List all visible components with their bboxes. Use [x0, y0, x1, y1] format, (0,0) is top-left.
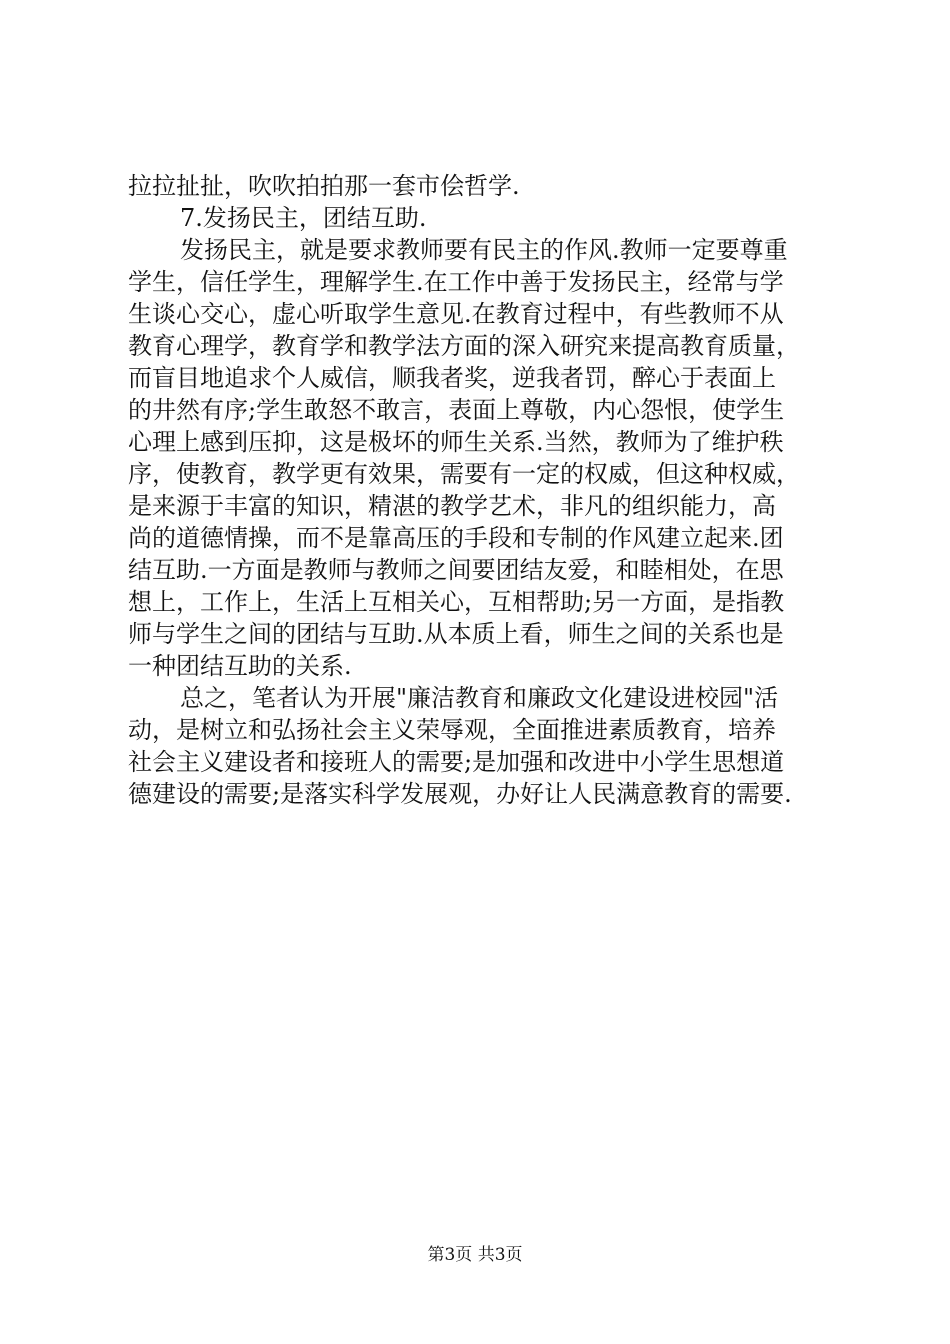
text-line: 教育心理学，教育学和教学法方面的深入研究来提高教育质量，: [128, 332, 800, 360]
text-line: 心理上感到压抑，这是极坏的师生关系.当然，教师为了维护秩: [128, 428, 784, 456]
text-line: 尚的道德情操，而不是靠高压的手段和专制的作风建立起来.团: [128, 524, 784, 552]
text-line: 发扬民主，就是要求教师要有民主的作风.教师一定要尊重: [180, 236, 788, 264]
text-line: 序，使教育，教学更有效果，需要有一定的权威，但这种权威，: [128, 460, 800, 488]
section-heading: 7.发扬民主，团结互助.: [180, 204, 427, 232]
text-line: 的井然有序;学生敢怒不敢言，表面上尊敬，内心怨恨，使学生: [128, 396, 785, 424]
text-line: 学生，信任学生，理解学生.在工作中善于发扬民主，经常与学: [128, 268, 784, 296]
page-number-footer: 第3页 共3页: [427, 1245, 523, 1265]
text-line: 师与学生之间的团结与互助.从本质上看，师生之间的关系也是: [128, 620, 784, 648]
text-line: 想上，工作上，生活上互相关心，互相帮助;另一方面，是指教: [128, 588, 785, 616]
document-body: [128, 170, 838, 810]
text-line: 社会主义建设者和接班人的需要;是加强和改进中小学生思想道: [128, 748, 785, 776]
text-line: 而盲目地追求个人威信，顺我者奖，逆我者罚，醉心于表面上: [128, 364, 776, 392]
text-line: 是来源于丰富的知识，精湛的教学艺术，非凡的组织能力，高: [128, 492, 776, 520]
text-line: 德建设的需要;是落实科学发展观，办好让人民满意教育的需要.: [128, 780, 792, 808]
text-line: 拉拉扯扯，吹吹拍拍那一套市侩哲学.: [128, 172, 520, 200]
text-line: 动，是树立和弘扬社会主义荣辱观，全面推进素质教育，培养: [128, 716, 776, 744]
text-line: 一种团结互助的关系.: [128, 652, 352, 680]
text-line: 结互助.一方面是教师与教师之间要团结友爱，和睦相处，在思: [128, 556, 784, 584]
text-line: 生谈心交心，虚心听取学生意见.在教育过程中，有些教师不从: [128, 300, 784, 328]
text-line: 总之，笔者认为开展"廉洁教育和廉政文化建设进校园"活: [180, 684, 779, 712]
